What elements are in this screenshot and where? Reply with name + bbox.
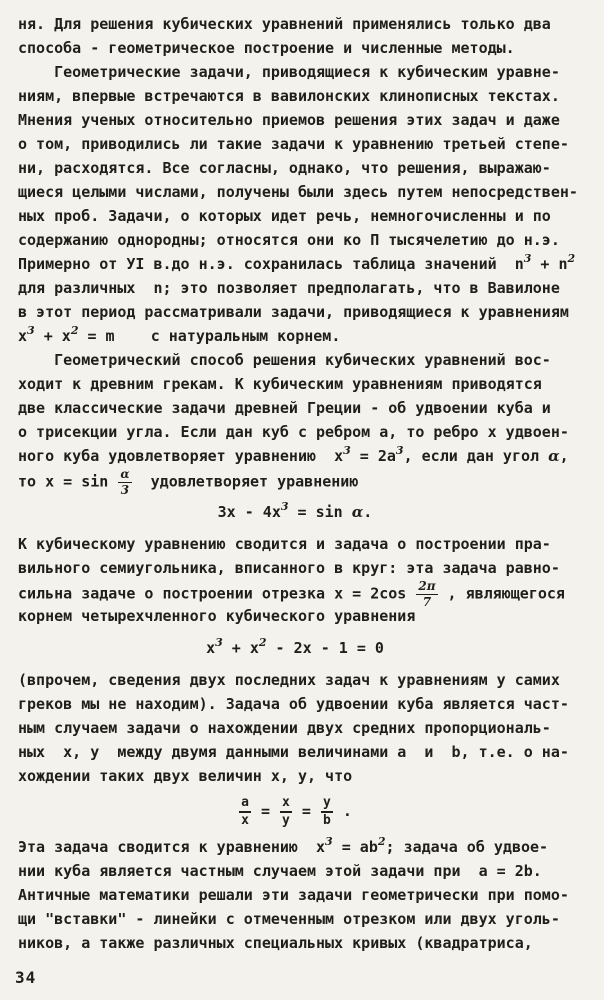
text-line: Геометрический способ решения кубических уравнений вос- — [18, 351, 551, 369]
fraction: $\frac{x}{y}$ — [282, 795, 290, 828]
fraction: $\frac{y}{b}$ — [322, 795, 331, 828]
text-line: сильна задаче о построении отрезка x = 2cos $\frac{2\pi}{7}$ , являющегося — [18, 579, 565, 609]
text-line: о том, приводились ли такие задачи к уравнению третьей степе- — [18, 135, 569, 153]
display-formula — [18, 500, 572, 524]
text-line: хождении таких двух величин x, y, что — [18, 767, 353, 785]
text-line: щи "вставки" - линейки с отмеченным отрезком или двух уголь- — [18, 910, 560, 929]
text-line: $3x - 4x^3 = \sin \alpha$. — [217, 500, 373, 521]
paragraph — [18, 12, 596, 60]
text-line: ходит к древним грекам. К кубическим уравнениям приводятся — [18, 375, 542, 393]
text-line: для различных n; это позволяет предполагать, что в Вавилоне — [18, 279, 560, 297]
fraction: $\frac{a}{x}$ — [241, 795, 249, 828]
text-line: ных проб. Задачи, о которых идет речь, немногочисленны и по — [18, 207, 551, 225]
text-line: $x^3 + x^2 - 2x - 1 = 0$ — [206, 636, 384, 657]
text-line: ников, а также различных специальных кривых (квадратриса, — [18, 934, 533, 953]
text-line: ниям, впервые встречаются в вавилонских клинописных текстах. — [18, 87, 560, 105]
fraction: $\frac{2\pi}{7}$ — [418, 579, 436, 609]
text-line: в этот период рассматривали задачи, приводящиеся к уравнениям — [18, 303, 569, 321]
superscript-exponent: 2 — [377, 835, 386, 849]
superscript-exponent: 3 — [280, 500, 289, 513]
text-line: (впрочем, сведения двух последних задач к уравнениям у самих — [18, 671, 560, 689]
paragraph — [18, 835, 596, 955]
text-line: то x = sin $\frac{\alpha}{3}$ удовлетворяет уравнению — [18, 467, 359, 497]
superscript-exponent: 2 — [258, 636, 267, 649]
superscript-exponent: 2 — [70, 324, 79, 337]
text-line: ного куба удовлетворяет уравнению $x^3 = 2a^3$, если дан угол α, — [18, 444, 569, 465]
text-line: Мнения ученых относительно приемов решения этих задач и даже — [18, 111, 560, 129]
text-line: содержанию однородны; относятся они ко П тысячелетию до н.э. — [18, 231, 560, 249]
paragraph — [18, 532, 596, 628]
text-line: К кубическому уравнению сводится и задача о построении пра- — [18, 535, 551, 553]
page-number: 34 — [15, 968, 37, 987]
text-line: способа - геометрическое построение и численные методы. — [18, 39, 515, 57]
text-line: ня. Для решения кубических уравнений применялись только два — [18, 15, 551, 33]
text-line: нии куба является частным случаем этой задачи при a = 2b. — [18, 862, 542, 881]
text-line: Геометрические задачи, приводящиеся к кубическим уравне- — [18, 63, 560, 81]
superscript-exponent: 3 — [395, 444, 404, 457]
text-line: $\frac{a}{x}$ = $\frac{x}{y}$ = $\frac{y}{b}$ . — [241, 795, 352, 828]
text-line: ни, расходятся. Все согласны, однако, что решения, выражаю- — [18, 159, 551, 177]
superscript-exponent: 3 — [215, 636, 223, 649]
text-line: две классические задачи древней Греции - об удвоении куба и — [18, 399, 551, 417]
text-line: корнем четырехчленного кубического уравнения — [18, 607, 416, 625]
fraction: $\frac{\alpha}{3}$ — [120, 467, 130, 497]
text-line: ных x, y между двумя данными величинами a и b, т.е. о на- — [18, 743, 569, 761]
text-line: щиеся целыми числами, получены были здесь путем непосредствен- — [18, 183, 578, 201]
superscript-exponent: 3 — [523, 252, 532, 265]
paragraph — [18, 348, 596, 497]
text-line: вильного семиугольника, вписанного в круг: эта задача равно- — [18, 559, 560, 577]
superscript-exponent: 3 — [325, 835, 333, 849]
text-line: греков мы не находим). Задача об удвоении куба является част- — [18, 695, 569, 713]
paragraph — [18, 60, 596, 348]
paragraph — [18, 668, 596, 788]
text-line: о трисекции угла. Если дан куб с ребром a, то ребро x удвоен- — [18, 423, 569, 441]
text-line: Эта задача сводится к уравнению $x^3 = ab^2$; задача об удвое- — [18, 835, 549, 857]
display-formula — [18, 636, 572, 660]
superscript-exponent: 2 — [567, 252, 576, 265]
superscript-exponent: 3 — [27, 324, 35, 337]
page-content — [18, 12, 596, 955]
text-line: $x^3 + x^2 = m$ с натуральным корнем. — [18, 324, 341, 345]
handwritten-symbol: α — [351, 503, 364, 521]
text-line: Античные математики решали эти задачи геометрически при помо- — [18, 886, 569, 905]
handwritten-symbol: α — [548, 447, 560, 465]
display-formula — [18, 796, 572, 827]
text-line: ным случаем задачи о нахождении двух средних пропорциональ- — [18, 719, 551, 737]
superscript-exponent: 3 — [343, 444, 351, 457]
text-line: Примерно от УI в.до н.э. сохранилась таблица значений $n^3 + n^2$ — [18, 252, 576, 273]
